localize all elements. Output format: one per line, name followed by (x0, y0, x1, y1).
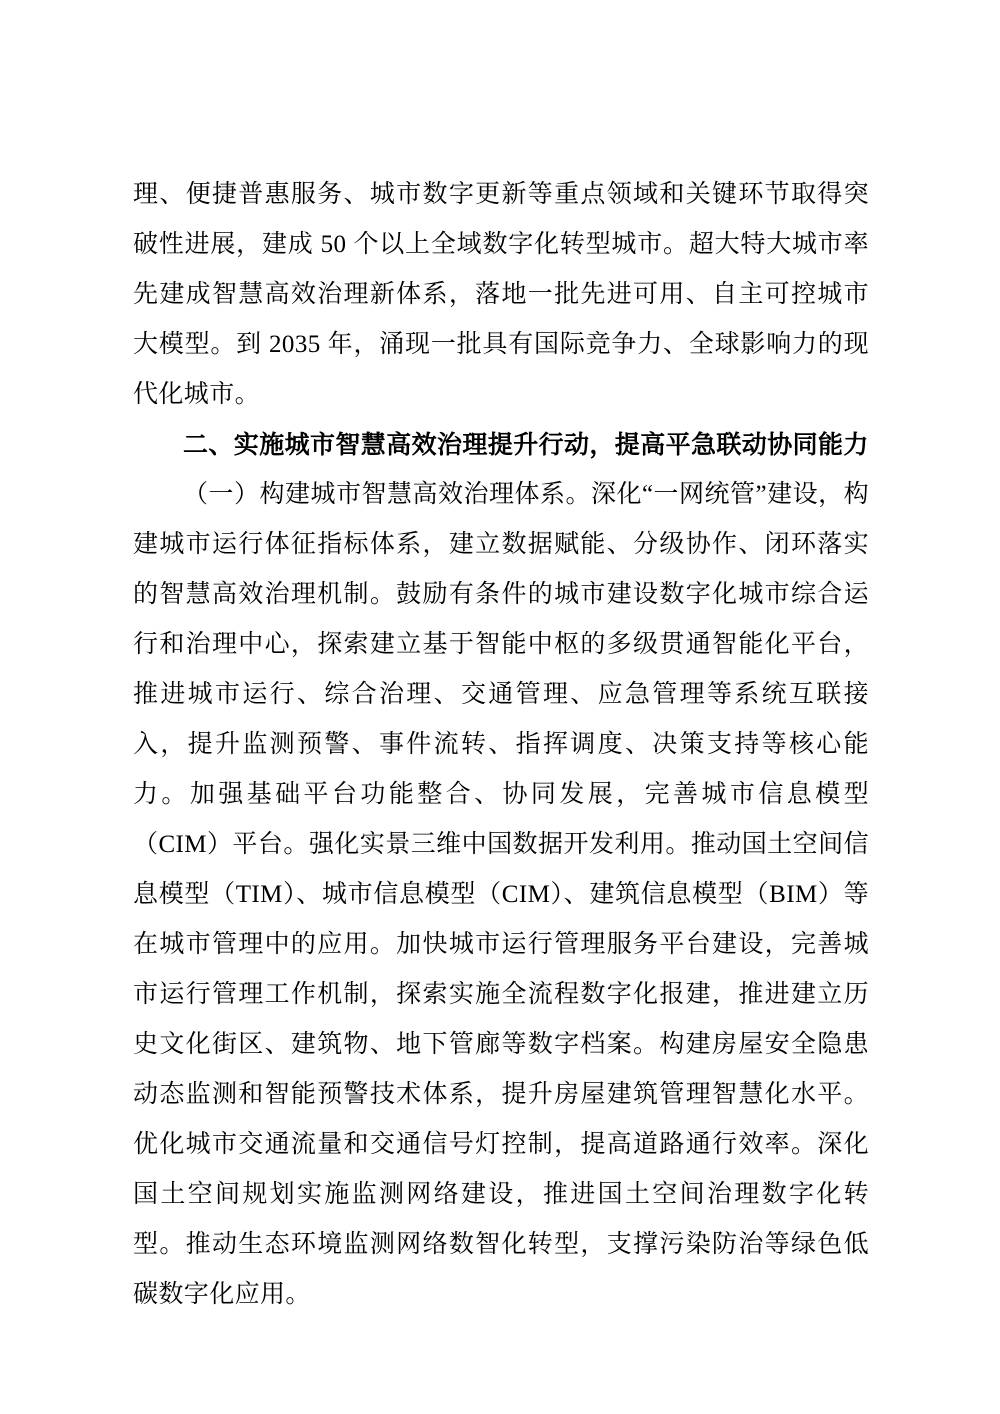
subsection-paragraph (133, 470, 869, 1320)
subsection-body-text: 深化“一网统管”建设，构建城市运行体征指标体系，建立数据赋能、分级协作、闭环落实的智慧高效治理机制。鼓励有条件的城市建设数字化城市综合运行和治理中心，探索建立基于智能中枢的多级贯通智能化平台，推进城市运行、综合治理、交通管理、应急管理等系统互联接入，提升监测预警、事件流转、指挥调度、决策支持等核心能力。加强基础平台功能整合、协同发展，完善城市信息模型（CIM）平台。强化实景三维中国数据开发利用。推动国土空间信息模型（TIM）、城市信息模型（CIM）、建筑信息模型（BIM）等在城市管理中的应用。加快城市运行管理服务平台建设，完善城市运行管理工作机制，探索实施全流程数字化报建，推进建立历史文化街区、建筑物、地下管廊等数字档案。构建房屋安全隐患动态监测和智能预警技术体系，提升房屋建筑管理智慧化水平。优化城市交通流量和交通信号灯控制，提高道路通行效率。深化国土空间规划实施监测网络建设，推进国土空间治理数字化转型。推动生态环境监测网络数智化转型，支撑污染防治等绿色低碳数字化应用。 (133, 481, 870, 1308)
intro-paragraph: 理、便捷普惠服务、城市数字更新等重点领域和关键环节取得突破性进展，建成 50 个以上全域数字化转型城市。超大特大城市率先建成智慧高效治理新体系，落地一批先进可用、自主可控城市大模型。到 2035 年，涌现一批具有国际竞争力、全球影响力的现代化城市。 (133, 181, 869, 408)
document-content (133, 170, 869, 1320)
section-heading: 二、实施城市智慧高效治理提升行动，提高平急联动协同能力 (183, 431, 869, 459)
subsection-lead: （一）构建城市智慧高效治理体系。 (183, 481, 591, 508)
